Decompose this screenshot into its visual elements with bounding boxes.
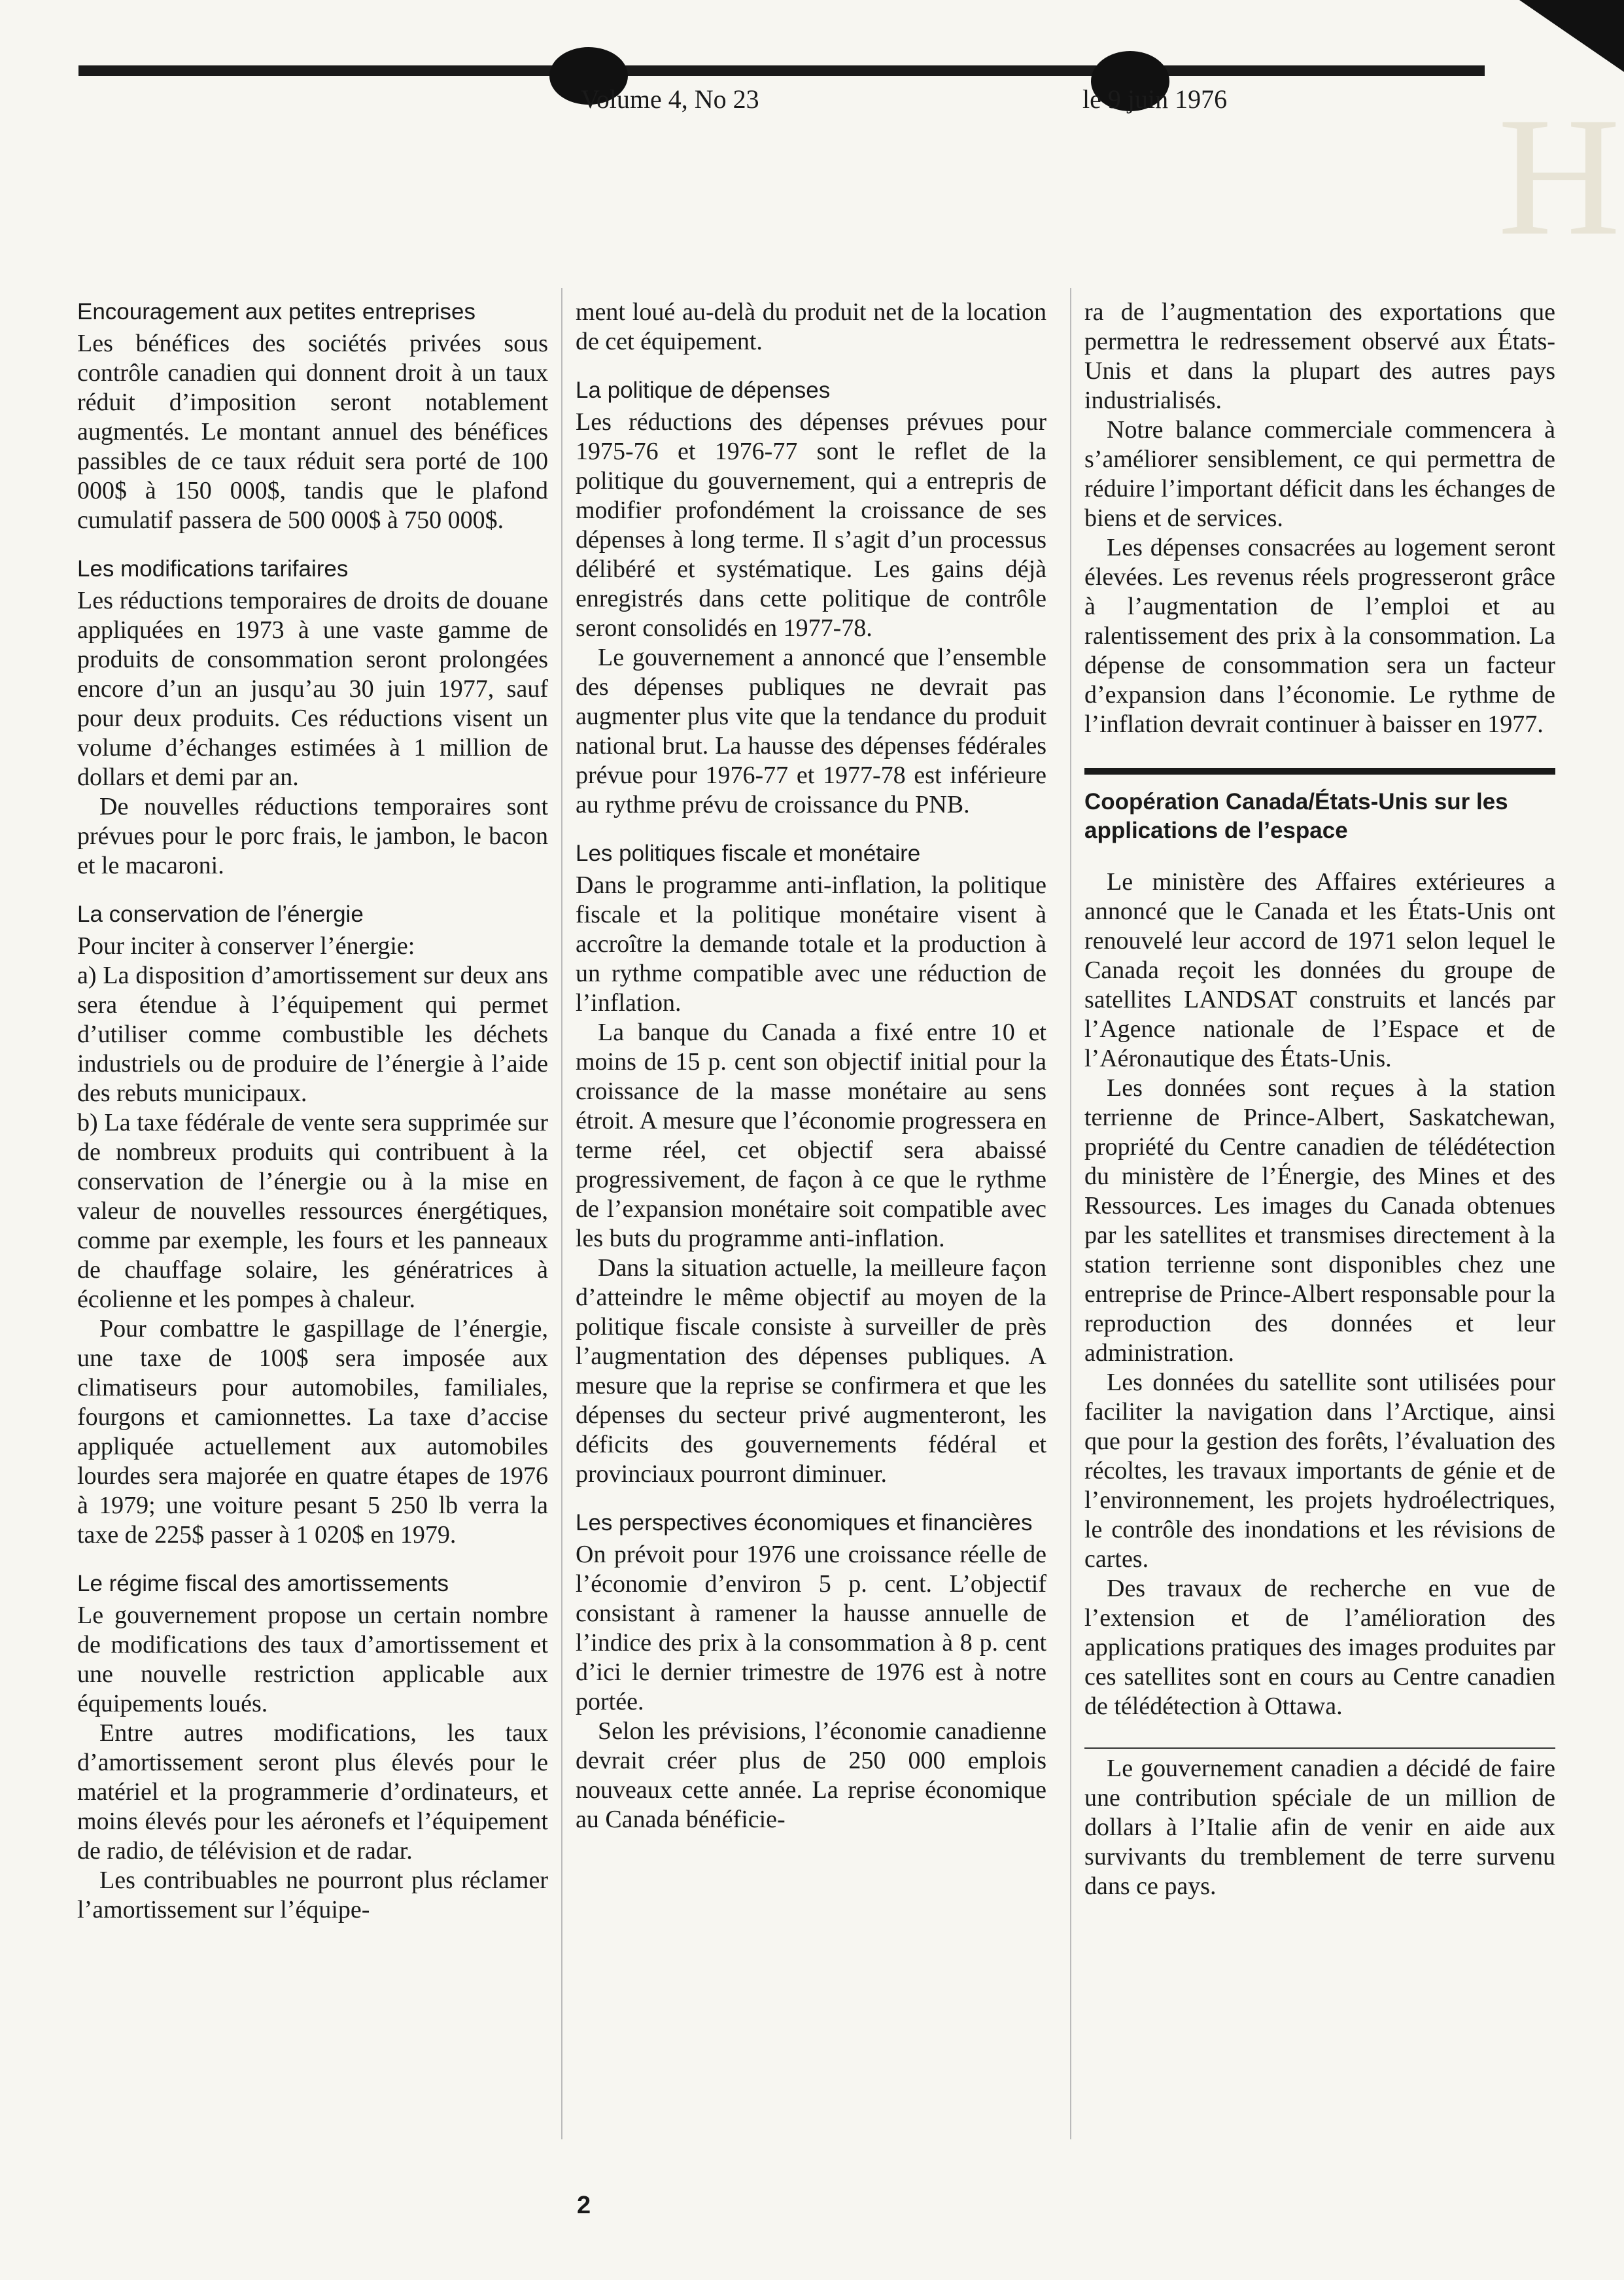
paragraph: Les contribuables ne pourront plus réclamer l’amortissement sur l’équipe- bbox=[77, 1867, 548, 1923]
section-heading: Les modifications tarifaires bbox=[77, 556, 349, 582]
paragraph: Pour inciter à conserver l’énergie: bbox=[77, 932, 415, 960]
paragraph: Le gouvernement canadien a décidé de faire une contribution spéciale de un million de dollars à l’Italie afin de venir en aide aux survivants du tremblement de terre survenu dans ce pays. bbox=[1084, 1755, 1555, 1900]
issue-volume: Volume 4, No 23 bbox=[581, 84, 759, 114]
section-heading: Les perspectives économiques et financières bbox=[576, 1510, 1033, 1535]
page-number: 2 bbox=[577, 2192, 591, 2219]
column-divider-1 bbox=[561, 288, 562, 2139]
paragraph: ra de l’augmentation des exportations que permettra le redressement observé aux États-Unis et dans la plupart des autres pays industrialisés. bbox=[1084, 298, 1555, 414]
paragraph: Le gouvernement propose un certain nombre de modifications des taux d’amortissement et une nouvelle restriction applicable aux équipements loués. bbox=[77, 1602, 548, 1717]
header-rule bbox=[78, 65, 1485, 76]
section-rule bbox=[1084, 768, 1555, 775]
section-heading: Les politiques fiscale et monétaire bbox=[576, 841, 921, 866]
paragraph: a) La disposition d’amortissement sur deux ans sera étendue à l’équipement qui permet d’utiliser comme combustible les déchets industriels ou de produire de l’énergie à l’aide des rebuts municipaux. bbox=[77, 962, 548, 1107]
column-3 bbox=[1084, 298, 1555, 1901]
paragraph: Des travaux de recherche en vue de l’extension et de l’amélioration des applications pratiques des images produites par ces satellites sont en cours au Centre canadien de télédétection à Ottawa. bbox=[1084, 1575, 1555, 1720]
section-heading: La politique de dépenses bbox=[576, 377, 831, 403]
column-1 bbox=[77, 298, 548, 1925]
paragraph: On prévoit pour 1976 une croissance réelle de l’économie d’environ 5 p. cent. L’objectif consistant à ramener la hausse annuelle de l’indice des prix à la consommation à 8 p. cent d’ici le dernier trimestre de 1976 est à notre portée. bbox=[576, 1541, 1046, 1715]
paragraph: ment loué au-delà du produit net de la location de cet équipement. bbox=[576, 298, 1046, 355]
paragraph: Entre autres modifications, les taux d’amortissement seront plus élevés pour le matériel et la programmerie d’ordinateurs, et moins élevés pour les aéronefs et l’équipement de radio, de télévision et de radar. bbox=[77, 1719, 548, 1865]
paragraph: Les dépenses consacrées au logement seront élevées. Les revenus réels progresseront grâce à l’augmentation de l’emploi et au ralentissement des prix à la consommation. La dépense de consommation sera un facteur d’expansion dans l’économie. Le rythme de l’inflation devrait continuer à baisser en 1977. bbox=[1084, 534, 1555, 738]
section-rule bbox=[1084, 1747, 1555, 1749]
section-heading: Encouragement aux petites entreprises bbox=[77, 299, 475, 324]
issue-date: le 9 juin 1976 bbox=[1082, 84, 1228, 114]
paragraph: Le gouvernement a annoncé que l’ensemble des dépenses publiques ne devrait pas augmenter plus vite que la tendance du produit national brut. La hausse des dépenses fédérales prévue pour 1976-77 et 1977-78 est inférieure au rythme prévu de croissance du PNB. bbox=[576, 644, 1046, 818]
column-2 bbox=[576, 298, 1046, 1834]
paragraph: Notre balance commerciale commencera à s’améliorer sensiblement, ce qui permettra de réduire l’important déficit dans les échanges de biens et de services. bbox=[1084, 416, 1555, 532]
paragraph: Les bénéfices des sociétés privées sous contrôle canadien qui donnent droit à un taux réduit d’imposition seront notablement augmentés. Le montant annuel des bénéfices passibles de ce taux réduit sera porté de 100 000$ à 150 000$, tandis que le plafond cumulatif passera de 500 000$ à 750 000$. bbox=[77, 330, 548, 534]
paragraph: b) La taxe fédérale de vente sera supprimée sur de nombreux produits qui contribuent à la conservation de l’énergie ou à la mise en valeur de nouvelles ressources énergétiques, comme par exemple, les fours et les panneaux de chauffage solaire, les génératrices à écolienne et les pompes à chaleur. bbox=[77, 1109, 548, 1313]
paragraph: De nouvelles réductions temporaires sont prévues pour le porc frais, le jambon, le bacon et le macaroni. bbox=[77, 793, 548, 879]
paragraph: Les réductions temporaires de droits de douane appliquées en 1973 à une vaste gamme de produits de consommation seront prolongées encore d’un an jusqu’au 30 juin 1977, sauf pour deux produits. Ces réductions visent un volume d’échanges estimées à 1 million de dollars et demi par an. bbox=[77, 587, 548, 791]
section-heading: Le régime fiscal des amortissements bbox=[77, 1571, 449, 1596]
section-heading: La conservation de l’énergie bbox=[77, 902, 364, 927]
paragraph: Selon les prévisions, l’économie canadienne devrait créer plus de 250 000 emplois nouveaux cette année. La reprise économique au Canada bénéficie- bbox=[576, 1717, 1046, 1833]
paragraph: Le ministère des Affaires extérieures a annoncé que le Canada et les États-Unis ont renouvelé leur accord de 1971 selon lequel le Canada reçoit les données du groupe de satellites LANDSAT construits et lancés par l’Agence nationale de l’Espace et de l’Aéronautique des États-Unis. bbox=[1084, 868, 1555, 1072]
paragraph: Dans le programme anti-inflation, la politique fiscale et la politique monétaire visent à accroître la demande totale et la production à un rythme compatible avec une réduction de l’inflation. bbox=[576, 871, 1046, 1017]
article-heading: Coopération Canada/États-Unis sur les applications de l’espace bbox=[1084, 789, 1508, 843]
page-corner-mark bbox=[1519, 0, 1624, 72]
column-divider-2 bbox=[1070, 288, 1071, 2139]
bleed-through-letters: H bbox=[1498, 82, 1621, 271]
paragraph: Les réductions des dépenses prévues pour 1975-76 et 1976-77 sont le reflet de la politique du gouvernement, qui a entrepris de modifier profondément la croissance de ses dépenses à long terme. Il s’agit d’un processus délibéré et systématique. Les gains déjà enregistrés dans cette politique de contrôle seront consolidés en 1977-78. bbox=[576, 408, 1046, 642]
paragraph: Dans la situation actuelle, la meilleure façon d’atteindre le même objectif au moyen de la politique fiscale consiste à surveiller de près l’augmentation des dépenses publiques. A mesure que la reprise se confirmera et que les dépenses du secteur privé augmenteront, les déficits des gouvernements fédéral et provinciaux pourront diminuer. bbox=[576, 1254, 1046, 1488]
paragraph: Pour combattre le gaspillage de l’énergie, une taxe de 100$ sera imposée aux climatiseurs pour automobiles, familiales, fourgons et camionnettes. La taxe d’accise appliquée actuellement aux automobiles lourdes sera majorée en quatre étapes de 1976 à 1979; une voiture pesant 5 250 lb verra la taxe de 225$ passer à 1 020$ en 1979. bbox=[77, 1315, 548, 1549]
paragraph: La banque du Canada a fixé entre 10 et moins de 15 p. cent son objectif initial pour la croissance de la masse monétaire au sens étroit. A mesure que l’économie progressera en terme réel, cet objectif sera abaissé progressivement, de façon à ce que le rythme de l’expansion monétaire soit compatible avec les buts du programme anti-inflation. bbox=[576, 1019, 1046, 1252]
paragraph: Les données sont reçues à la station terrienne de Prince-Albert, Saskatchewan, propriété du Centre canadien de télédétection du ministère de l’Énergie, des Mines et des Ressources. Les images du Canada obtenues par les satellites et transmises directement à la station terrienne sont disponibles chez une entreprise de Prince-Albert responsable pour la reproduction des données et leur administration. bbox=[1084, 1074, 1555, 1367]
paragraph: Les données du satellite sont utilisées pour faciliter la navigation dans l’Arctique, ainsi que pour la gestion des forêts, l’évaluation des récoltes, les travaux importants de génie et de l’environnement, les projets hydroélectriques, le contrôle des inondations et les révisions de cartes. bbox=[1084, 1369, 1555, 1573]
